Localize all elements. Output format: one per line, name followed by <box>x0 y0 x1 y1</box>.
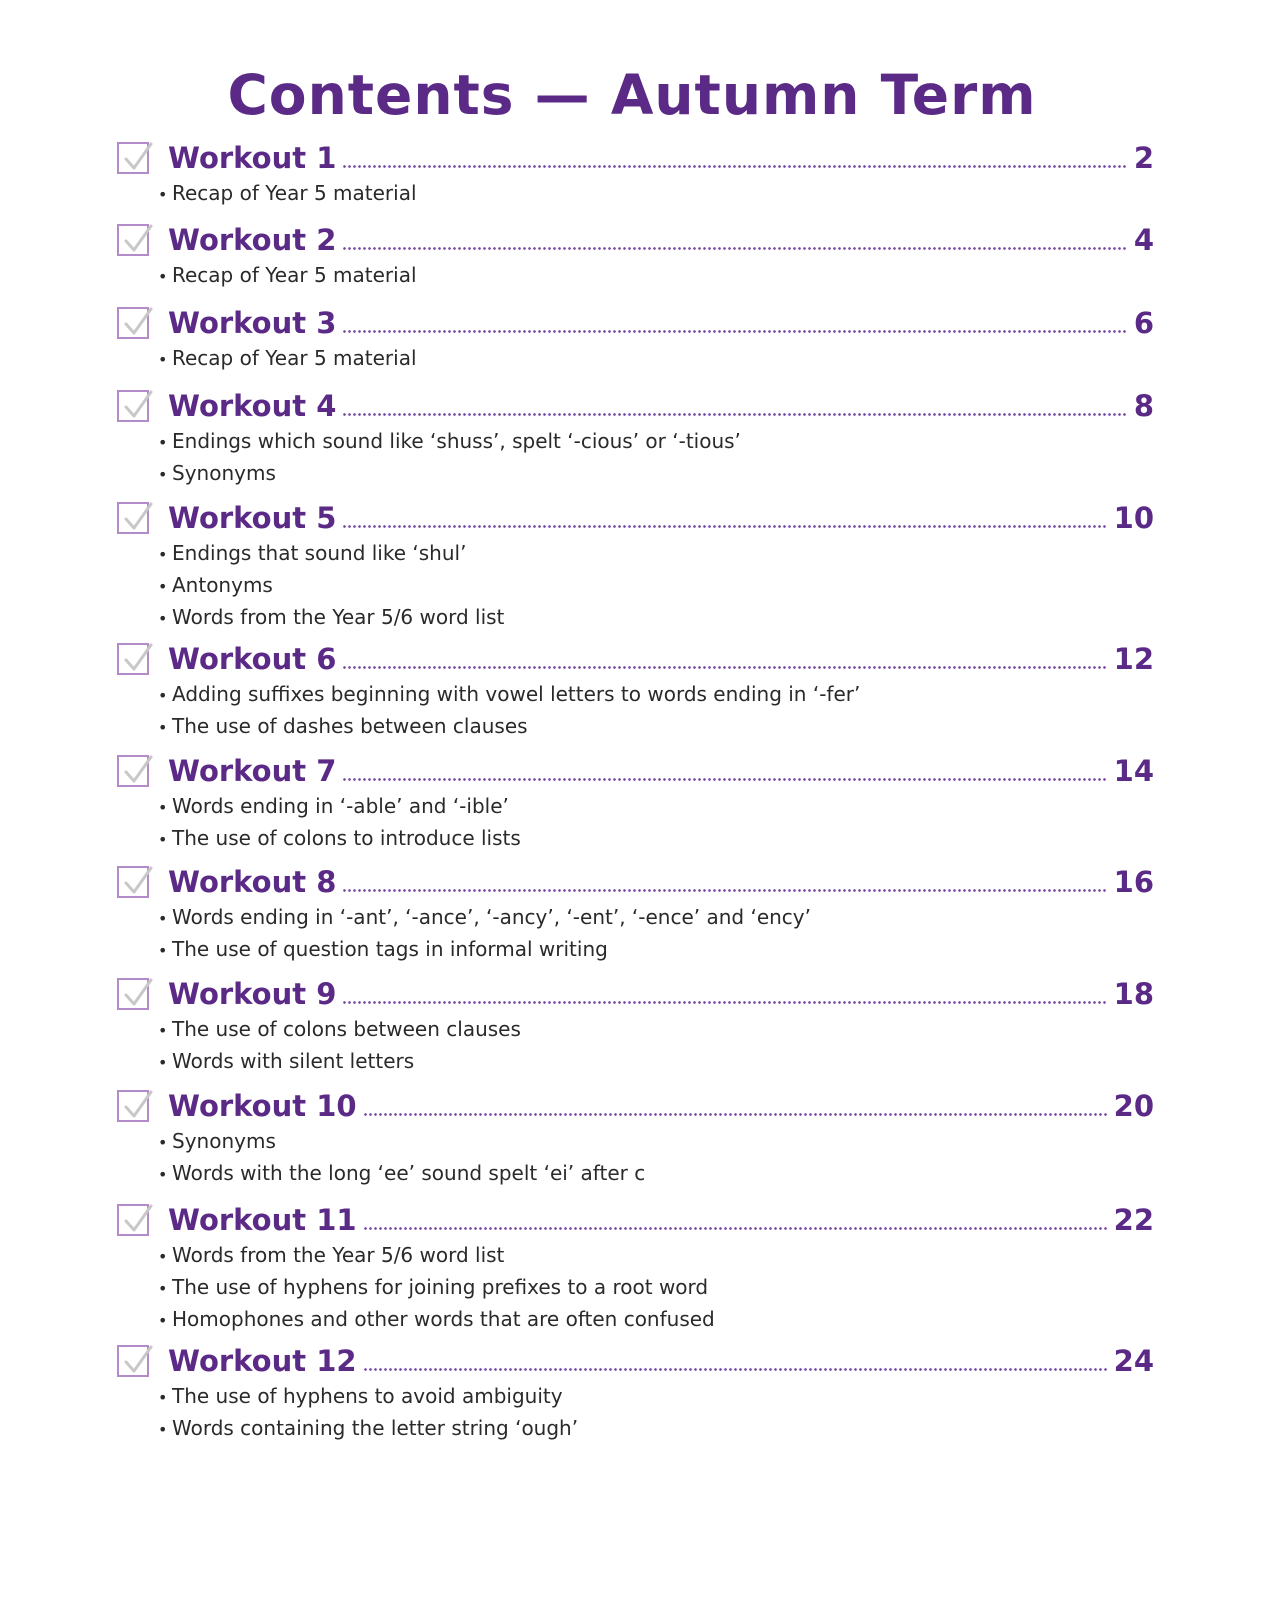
dot-leader <box>342 525 1108 528</box>
topic-item <box>158 1413 578 1445</box>
topic-text: Words from the Year 5/6 word list <box>172 605 505 629</box>
bullet-dot-icon: • <box>158 1311 168 1330</box>
page-number: 18 <box>1113 977 1154 1011</box>
topic-text: Recap of Year 5 material <box>172 181 417 205</box>
bullet-dot-icon: • <box>158 545 168 564</box>
topic-list <box>158 538 504 634</box>
bullet-dot-icon: • <box>158 830 168 849</box>
bullet-dot-icon: • <box>158 1165 168 1184</box>
bullet-dot-icon: • <box>158 185 168 204</box>
page-number: 20 <box>1113 1089 1154 1123</box>
topic-text: Endings that sound like ‘shul’ <box>172 541 467 565</box>
topic-list <box>158 1381 578 1445</box>
page-number: 12 <box>1113 642 1154 676</box>
dot-leader <box>342 330 1128 333</box>
topic-item <box>158 602 504 634</box>
bullet-dot-icon: • <box>158 941 168 960</box>
workout-title: Workout 2 <box>168 223 337 257</box>
bullet-dot-icon: • <box>158 465 168 484</box>
topic-text: Homophones and other words that are often confused <box>172 1307 715 1331</box>
page-number: 4 <box>1133 223 1154 257</box>
dot-leader <box>342 247 1128 250</box>
topic-list <box>158 426 741 490</box>
workout-title: Workout 1 <box>168 141 337 175</box>
topic-item <box>158 458 741 490</box>
workout-title: Workout 9 <box>168 977 337 1011</box>
topic-text: The use of colons between clauses <box>172 1017 521 1041</box>
topic-text: Synonyms <box>172 1129 276 1153</box>
bullet-dot-icon: • <box>158 609 168 628</box>
dot-leader <box>363 1113 1108 1116</box>
checkbox-check-icon <box>120 1344 154 1378</box>
bullet-dot-icon: • <box>158 1247 168 1266</box>
checkbox-check-icon <box>120 1089 154 1123</box>
workout-title: Workout 6 <box>168 642 337 676</box>
topic-list <box>158 902 811 966</box>
workout-title: Workout 7 <box>168 754 337 788</box>
page-number: 2 <box>1133 141 1154 175</box>
workout-title: Workout 11 <box>168 1203 357 1237</box>
topic-text: The use of hyphens to avoid ambiguity <box>172 1384 563 1408</box>
topic-list <box>158 791 521 855</box>
topic-text: Antonyms <box>172 573 273 597</box>
topic-text: Synonyms <box>172 461 276 485</box>
checkbox[interactable] <box>117 978 149 1010</box>
bullet-dot-icon: • <box>158 350 168 369</box>
topic-text: Endings which sound like ‘shuss’, spelt ‘-cious’ or ‘-tious’ <box>172 429 741 453</box>
topic-item <box>158 823 521 855</box>
topic-item <box>158 1240 715 1272</box>
workout-title: Workout 10 <box>168 1089 357 1123</box>
topic-text: The use of hyphens for joining prefixes to a root word <box>172 1275 709 1299</box>
page-number: 8 <box>1133 389 1154 423</box>
topic-item <box>158 426 741 458</box>
checkbox-check-icon <box>120 306 154 340</box>
dot-leader <box>342 778 1108 781</box>
bullet-dot-icon: • <box>158 577 168 596</box>
checkbox[interactable] <box>117 643 149 675</box>
bullet-dot-icon: • <box>158 1420 168 1439</box>
page-number: 22 <box>1113 1203 1154 1237</box>
bullet-dot-icon: • <box>158 798 168 817</box>
topic-list <box>158 260 417 292</box>
topic-list <box>158 1014 521 1078</box>
topic-item <box>158 178 417 210</box>
page-number: 6 <box>1133 306 1154 340</box>
page-number: 10 <box>1113 501 1154 535</box>
topic-list <box>158 178 417 210</box>
checkbox[interactable] <box>117 142 149 174</box>
dot-leader <box>342 666 1108 669</box>
dot-leader <box>342 165 1128 168</box>
checkbox[interactable] <box>117 502 149 534</box>
topic-item <box>158 260 417 292</box>
workout-title: Workout 12 <box>168 1344 357 1378</box>
checkbox[interactable] <box>117 755 149 787</box>
dot-leader <box>342 413 1128 416</box>
bullet-dot-icon: • <box>158 686 168 705</box>
topic-text: The use of dashes between clauses <box>172 714 528 738</box>
dot-leader <box>363 1368 1108 1371</box>
topic-text: The use of colons to introduce lists <box>172 826 521 850</box>
checkbox-check-icon <box>120 141 154 175</box>
topic-item <box>158 679 860 711</box>
checkbox[interactable] <box>117 1090 149 1122</box>
bullet-dot-icon: • <box>158 909 168 928</box>
topic-list <box>158 343 417 375</box>
topic-item <box>158 343 417 375</box>
bullet-dot-icon: • <box>158 718 168 737</box>
bullet-dot-icon: • <box>158 1053 168 1072</box>
topic-item <box>158 1014 521 1046</box>
checkbox-check-icon <box>120 223 154 257</box>
topic-item <box>158 934 811 966</box>
checkbox-check-icon <box>120 501 154 535</box>
topic-list <box>158 1126 645 1190</box>
dot-leader <box>363 1227 1108 1230</box>
page-number: 24 <box>1113 1344 1154 1378</box>
bullet-dot-icon: • <box>158 1279 168 1298</box>
topic-list <box>158 679 860 743</box>
topic-item <box>158 711 860 743</box>
page-number: 16 <box>1113 865 1154 899</box>
topic-text: The use of question tags in informal writing <box>172 937 608 961</box>
topic-text: Words with the long ‘ee’ sound spelt ‘ei’ after c <box>172 1161 646 1185</box>
topic-text: Words ending in ‘-able’ and ‘-ible’ <box>172 794 509 818</box>
topic-text: Recap of Year 5 material <box>172 346 417 370</box>
topic-text: Words from the Year 5/6 word list <box>172 1243 505 1267</box>
topic-item <box>158 538 504 570</box>
workout-title: Workout 8 <box>168 865 337 899</box>
workout-title: Workout 3 <box>168 306 337 340</box>
bullet-dot-icon: • <box>158 1021 168 1040</box>
topic-item <box>158 1158 645 1190</box>
bullet-dot-icon: • <box>158 267 168 286</box>
topic-item <box>158 1304 715 1336</box>
checkbox[interactable] <box>117 1345 149 1377</box>
checkbox[interactable] <box>117 866 149 898</box>
topic-text: Words containing the letter string ‘ough’ <box>172 1416 579 1440</box>
checkbox-check-icon <box>120 754 154 788</box>
checkbox-check-icon <box>120 977 154 1011</box>
checkbox-check-icon <box>120 389 154 423</box>
checkbox[interactable] <box>117 390 149 422</box>
page-number: 14 <box>1113 754 1154 788</box>
topic-item <box>158 1381 578 1413</box>
page-title: Contents — Autumn Term <box>227 63 1037 127</box>
topic-text: Words with silent letters <box>172 1049 415 1073</box>
topic-text: Adding suffixes beginning with vowel letters to words ending in ‘-fer’ <box>172 682 861 706</box>
topic-item <box>158 1272 715 1304</box>
checkbox[interactable] <box>117 1204 149 1236</box>
checkbox-check-icon <box>120 865 154 899</box>
dot-leader <box>342 1001 1108 1004</box>
topic-item <box>158 902 811 934</box>
topic-item <box>158 791 521 823</box>
checkbox-check-icon <box>120 1203 154 1237</box>
topic-text: Recap of Year 5 material <box>172 263 417 287</box>
checkbox-check-icon <box>120 642 154 676</box>
topic-text: Words ending in ‘-ant’, ‘-ance’, ‘-ancy’, ‘-ent’, ‘-ence’ and ‘ency’ <box>172 905 811 929</box>
checkbox[interactable] <box>117 307 149 339</box>
topic-item <box>158 570 504 602</box>
bullet-dot-icon: • <box>158 433 168 452</box>
bullet-dot-icon: • <box>158 1388 168 1407</box>
topic-list <box>158 1240 715 1336</box>
workout-title: Workout 5 <box>168 501 337 535</box>
topic-item <box>158 1126 645 1158</box>
workout-title: Workout 4 <box>168 389 337 423</box>
topic-item <box>158 1046 521 1078</box>
bullet-dot-icon: • <box>158 1133 168 1152</box>
checkbox[interactable] <box>117 224 149 256</box>
dot-leader <box>342 889 1108 892</box>
